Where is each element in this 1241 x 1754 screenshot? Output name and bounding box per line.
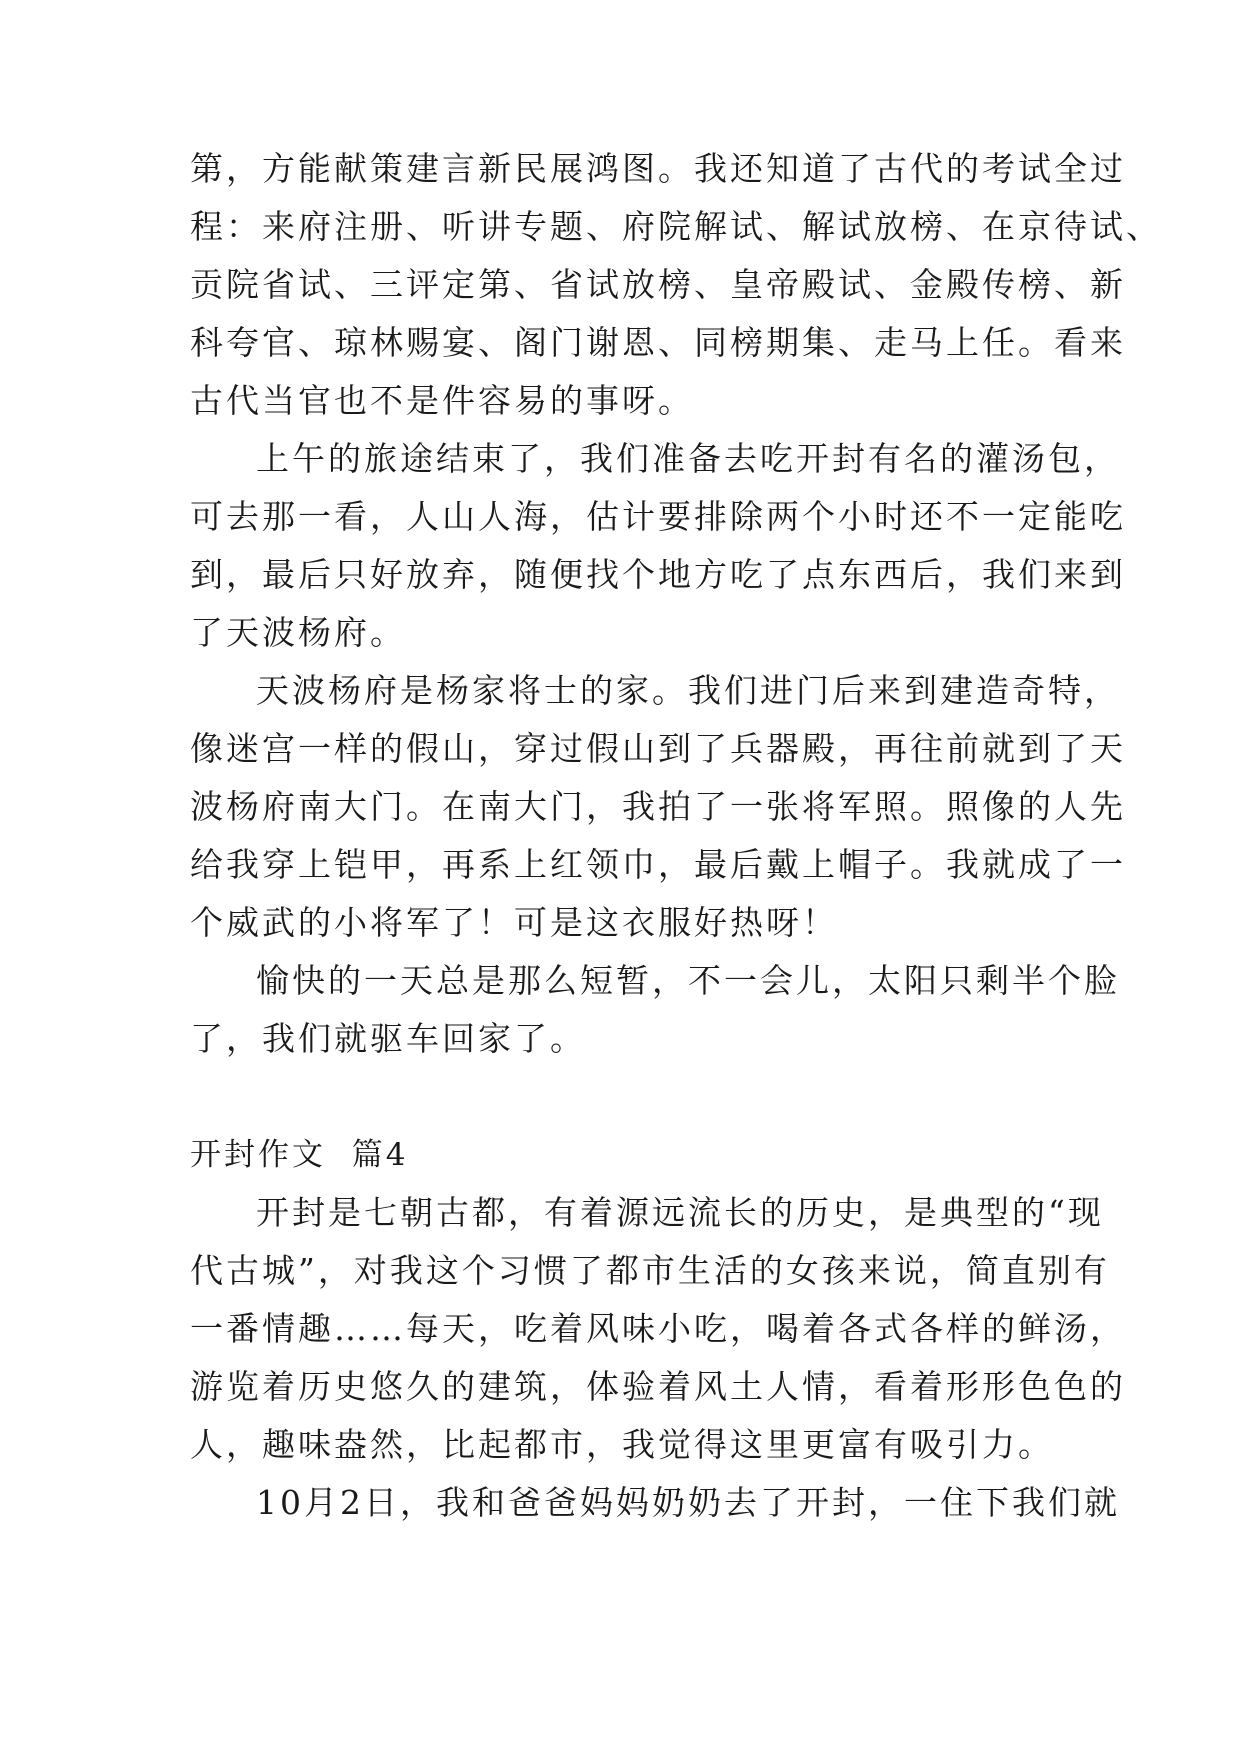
paragraph-day-end — [190, 952, 1120, 1068]
paragraph-tianbo-yangfu — [190, 662, 1126, 952]
text-line: 给我穿上铠甲，再系上红领巾，最后戴上帽子。我就成了一 — [190, 845, 1126, 884]
text-line: 像迷宫一样的假山，穿过假山到了兵器殿，再往前就到了天 — [190, 729, 1126, 768]
paragraph-exam-process — [190, 140, 1162, 430]
text-line: 开封是七朝古都，有着源远流长的历史，是典型的“现 — [256, 1193, 1104, 1232]
document-body — [190, 140, 1162, 1532]
section-heading: 开封作文 篇4 — [190, 1137, 409, 1173]
text-line: 愉快的一天总是那么短暂，不一会儿，太阳只剩半个脸 — [256, 961, 1120, 1000]
text-line: 了，我们就驱车回家了。 — [190, 1019, 586, 1058]
text-line: 波杨府南大门。在南大门，我拍了一张将军照。照像的人先 — [190, 787, 1126, 826]
text-line: 了天波杨府。 — [190, 613, 406, 652]
text-line: 贡院省试、三评定第、省试放榜、皇帝殿试、金殿传榜、新 — [190, 265, 1126, 304]
text-line: 到，最后只好放弃，随便找个地方吃了点东西后，我们来到 — [190, 555, 1126, 594]
paragraph-october-trip — [190, 1474, 1120, 1532]
paragraph-kaifeng-intro — [190, 1184, 1126, 1474]
text-line: 程：来府注册、听讲专题、府院解试、解试放榜、在京待试、 — [190, 207, 1162, 246]
text-line: 代古城”，对我这个习惯了都市生活的女孩来说，简直别有 — [190, 1251, 1110, 1290]
text-line: 人，趣味盎然，比起都市，我觉得这里更富有吸引力。 — [190, 1425, 1054, 1464]
text-line: 游览着历史悠久的建筑，体验着风土人情，看着形形色色的 — [190, 1367, 1126, 1406]
text-line: 可去那一看，人山人海，估计要排除两个小时还不一定能吃 — [190, 497, 1126, 536]
text-line: 科夸官、琼林赐宴、阁门谢恩、同榜期集、走马上任。看来 — [190, 323, 1126, 362]
text-line: 10月2日，我和爸爸妈妈奶奶去了开封，一住下我们就 — [256, 1483, 1120, 1522]
text-line: 上午的旅途结束了，我们准备去吃开封有名的灌汤包， — [256, 439, 1120, 478]
text-line: 天波杨府是杨家将士的家。我们进门后来到建造奇特， — [256, 671, 1120, 710]
text-line: 一番情趣……每天，吃着风味小吃，喝着各式各样的鲜汤， — [190, 1309, 1126, 1348]
text-line: 古代当官也不是件容易的事呀。 — [190, 381, 694, 420]
paragraph-morning-trip — [190, 430, 1126, 662]
text-line: 个威武的小将军了！可是这衣服好热呀！ — [190, 903, 838, 942]
text-line: 第，方能献策建言新民展鸿图。我还知道了古代的考试全过 — [190, 149, 1126, 188]
